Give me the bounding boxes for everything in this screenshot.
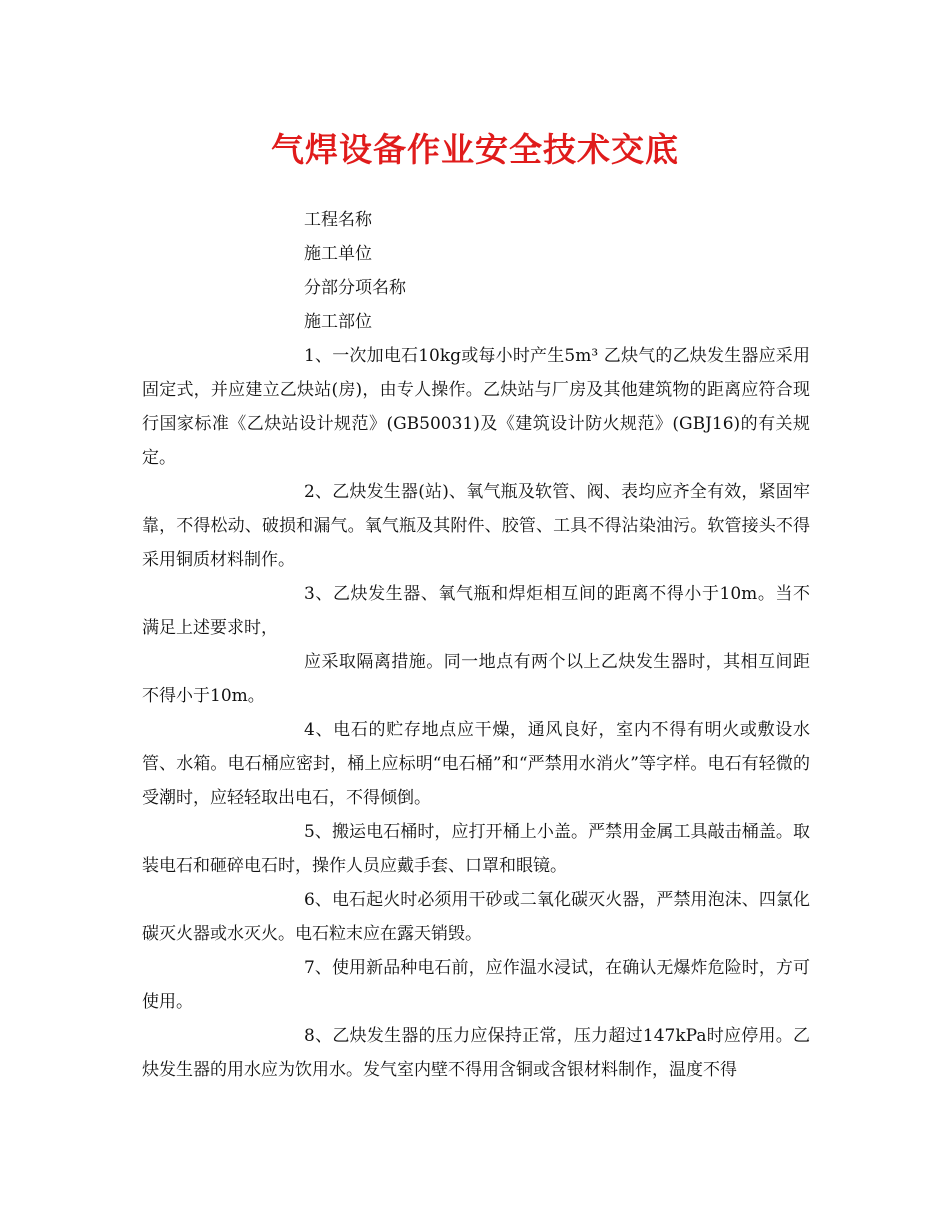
field-construction-location: 施工部位 bbox=[304, 312, 372, 332]
field-construction-unit: 施工单位 bbox=[304, 244, 372, 264]
paragraph-7: 7、使用新品种电石前，应作温水浸试，在确认无爆炸危险时，方可使用。 bbox=[142, 958, 810, 1012]
paragraph-3-continued: 应采取隔离措施。同一地点有两个以上乙炔发生器时，其相互间距不得小于10m。 bbox=[142, 652, 810, 706]
paragraph-2: 2、乙炔发生器(站)、氧气瓶及软管、阀、表均应齐全有效，紧固牢靠，不得松动、破损和漏气。氧气瓶及其附件、胶管、工具不得沾染油污。软管接头不得采用铜质材料制作。 bbox=[142, 482, 810, 570]
paragraph-1: 1、一次加电石10kg或每小时产生5m³ 乙炔气的乙炔发生器应采用固定式，并应建立乙炔站(房)，由专人操作。乙炔站与厂房及其他建筑物的距离应符合现行国家标准《乙炔站设计规范》(GB50031)及《建筑设计防火规范》(GBJ16)的有关规定。 bbox=[142, 346, 810, 468]
field-subproject-name: 分部分项名称 bbox=[304, 278, 406, 298]
paragraph-8: 8、乙炔发生器的压力应保持正常，压力超过147kPa时应停用。乙炔发生器的用水应为饮用水。发气室内壁不得用含铜或含银材料制作，温度不得 bbox=[142, 1026, 810, 1080]
document-body bbox=[142, 203, 810, 1087]
document-title: 气焊设备作业安全技术交底 bbox=[271, 130, 679, 169]
paragraph-6: 6、电石起火时必须用干砂或二氧化碳灭火器，严禁用泡沫、四氯化碳灭火器或水灭火。电石粒末应在露天销毁。 bbox=[142, 890, 810, 944]
paragraph-5: 5、搬运电石桶时，应打开桶上小盖。严禁用金属工具敲击桶盖。取装电石和砸碎电石时，操作人员应戴手套、口罩和眼镜。 bbox=[142, 822, 810, 876]
paragraph-3: 3、乙炔发生器、氧气瓶和焊炬相互间的距离不得小于10m。当不满足上述要求时， bbox=[142, 584, 810, 638]
paragraph-4: 4、电石的贮存地点应干燥，通风良好，室内不得有明火或敷设水管、水箱。电石桶应密封，桶上应标明“电石桶”和“严禁用水消火”等字样。电石有轻微的受潮时，应轻轻取出电石，不得倾倒。 bbox=[142, 720, 810, 808]
field-project-name: 工程名称 bbox=[304, 210, 372, 230]
